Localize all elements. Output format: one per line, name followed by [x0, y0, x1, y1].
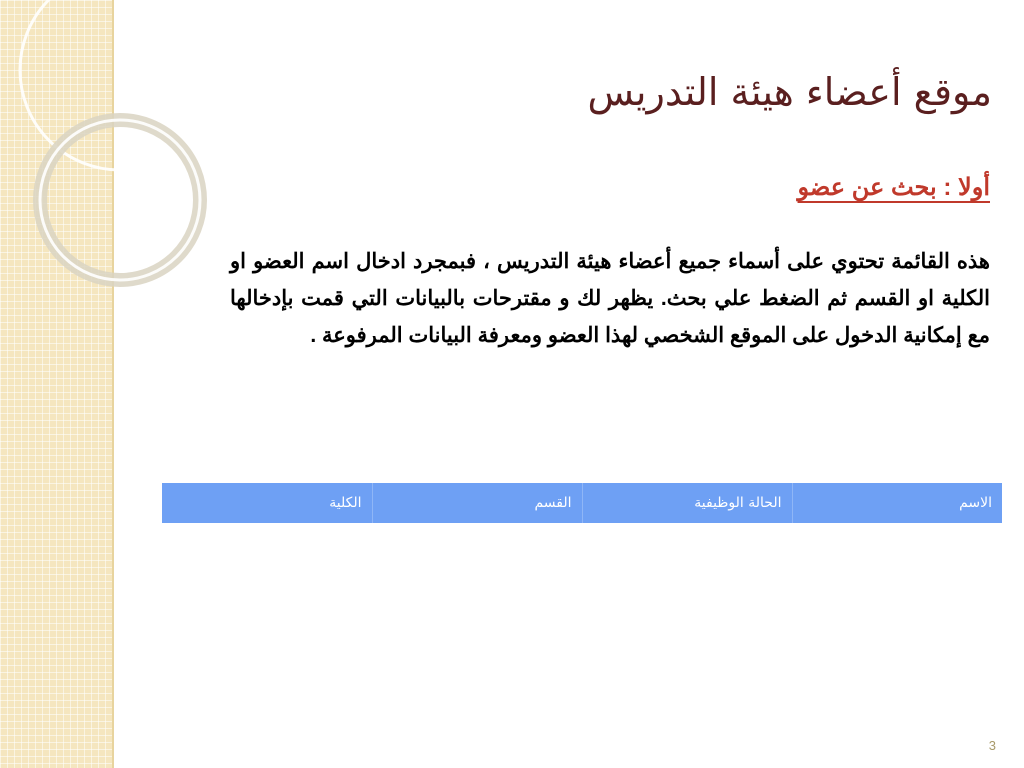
column-header-department[interactable]: القسم	[372, 483, 582, 523]
section-subtitle: أولا : بحث عن عضو	[797, 174, 990, 201]
column-header-name[interactable]: الاسم	[792, 483, 1002, 523]
decorative-circles-icon	[0, 0, 260, 320]
page-number: 3	[988, 738, 996, 753]
description-paragraph: هذه القائمة تحتوي على أسماء جميع أعضاء هيئة التدريس ، فبمجرد ادخال اسم العضو او الكلية او القسم ثم الضغط علي بحث. يظهر لك و مقترحات بالبيانات التي قمت بإدخالها مع إمكانية الدخول على الموقع الشخصي لهذا العضو ومعرفة البيانات المرفوعة .	[230, 250, 990, 347]
table-header-row	[162, 483, 1002, 523]
members-search-table	[162, 483, 1002, 523]
column-header-faculty[interactable]: الكلية	[162, 483, 372, 523]
column-header-job-status[interactable]: الحالة الوظيفية	[582, 483, 792, 523]
slide-title: موقع أعضاء هيئة التدريس	[587, 70, 992, 114]
